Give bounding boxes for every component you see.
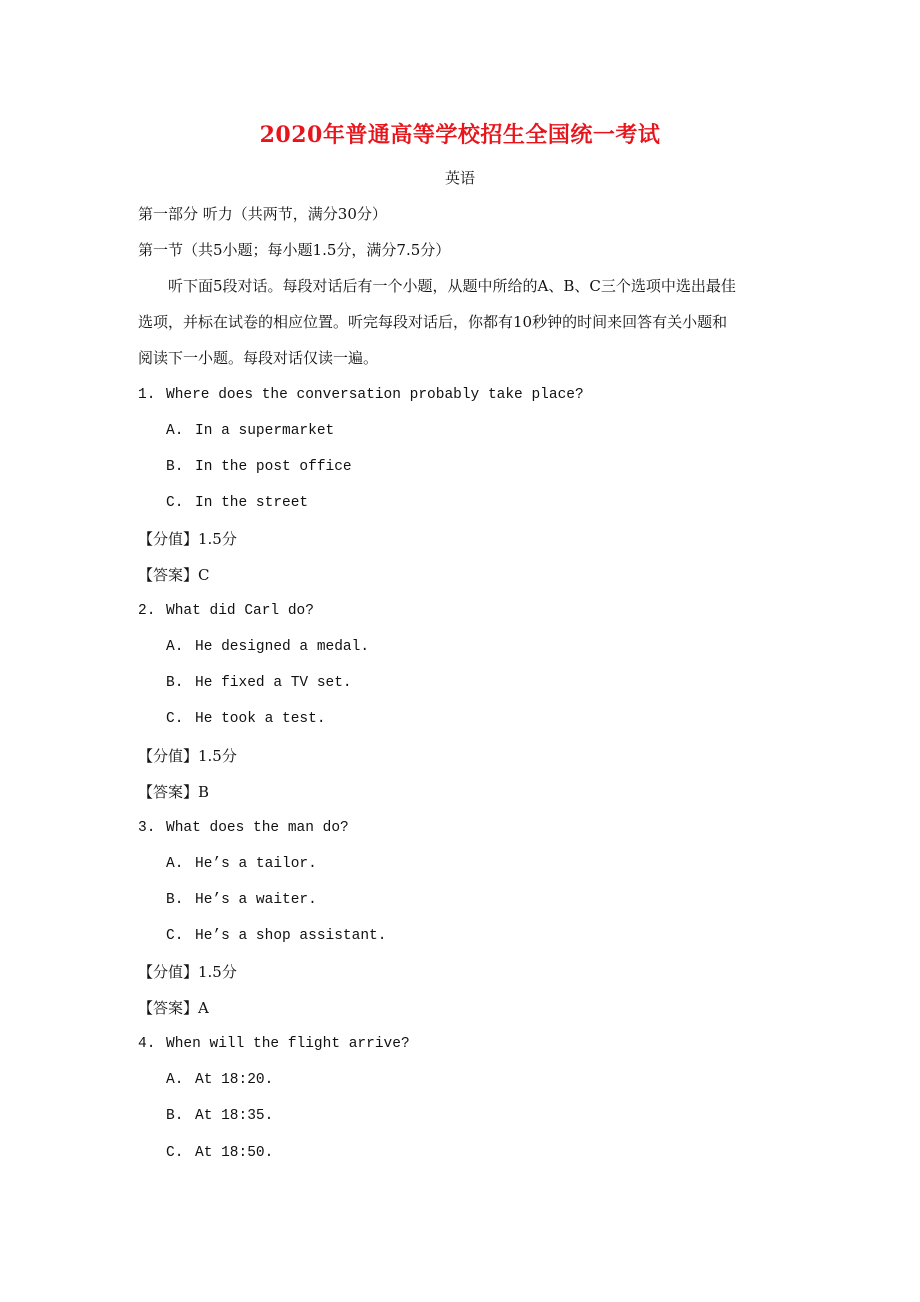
option — [138, 629, 788, 665]
score-line: 【分值】1.5分 — [138, 529, 237, 548]
question-text: Where does the conversation probably take place? — [166, 386, 584, 403]
subject-heading: 英语 — [444, 169, 475, 187]
option-text: In the post office — [195, 458, 352, 475]
question-text: What did Carl do? — [166, 603, 314, 620]
exam-title: 2020年普通高等学校招生全国统一考试 — [259, 122, 661, 148]
answer-line: 【答案】C — [138, 566, 210, 585]
option-letter: A. — [166, 639, 184, 656]
option-text: At 18:35. — [195, 1108, 274, 1125]
section-heading: 第一节（共5小题；每小题1.5分，满分7.5分） — [138, 241, 451, 260]
option — [138, 665, 788, 701]
option-letter: A. — [166, 1072, 184, 1089]
instructions-line: 选项，并标在试卷的相应位置。听完每段对话后，你都有10秒钟的时间来回答有关小题和 — [138, 313, 728, 332]
option — [138, 1062, 788, 1098]
question-number: 2. — [138, 603, 156, 620]
option-text: He’s a tailor. — [195, 855, 317, 872]
option — [138, 413, 788, 449]
part-heading: 第一部分 听力（共两节，满分30分） — [138, 205, 387, 224]
option-text: In the street — [195, 494, 309, 511]
option-letter: B. — [166, 1108, 184, 1125]
answer-line: 【答案】B — [138, 782, 210, 801]
option-letter: A. — [166, 422, 184, 439]
option — [138, 1135, 788, 1171]
question-list — [138, 377, 788, 1171]
question — [138, 810, 788, 1027]
instructions-line: 听下面5段对话。每段对话后有一个小题，从题中所给的A、B、C三个选项中选出最佳 — [168, 277, 736, 296]
option-letter: B. — [166, 891, 184, 908]
option — [138, 449, 788, 485]
document-body — [138, 160, 788, 1171]
option — [138, 846, 788, 882]
option-letter: B. — [166, 458, 184, 475]
option-letter: A. — [166, 855, 184, 872]
option — [138, 882, 788, 918]
question — [138, 593, 788, 810]
answer-line: 【答案】A — [138, 999, 209, 1018]
option — [138, 1098, 788, 1134]
option-letter: C. — [166, 711, 184, 728]
instructions-line: 阅读下一小题。每段对话仅读一遍。 — [138, 349, 379, 368]
score-line: 【分值】1.5分 — [138, 746, 237, 765]
option-letter: C. — [166, 927, 184, 944]
option-text: At 18:50. — [195, 1144, 274, 1161]
question — [138, 377, 788, 594]
question-stem — [138, 1026, 788, 1062]
option-letter: C. — [166, 1144, 184, 1161]
question-text: What does the man do? — [166, 819, 349, 836]
question-stem — [138, 593, 788, 629]
score-line: 【分值】1.5分 — [138, 963, 237, 982]
question-number: 3. — [138, 819, 156, 836]
option-text: At 18:20. — [195, 1072, 274, 1089]
option-letter: C. — [166, 494, 184, 511]
question-text: When will the flight arrive? — [166, 1036, 410, 1053]
question-stem — [138, 810, 788, 846]
option-letter: B. — [166, 675, 184, 692]
option-text: In a supermarket — [195, 422, 335, 439]
question-stem — [138, 377, 788, 413]
question-number: 1. — [138, 386, 156, 403]
question — [138, 1026, 788, 1170]
option-text: He fixed a TV set. — [195, 675, 352, 692]
option-text: He’s a shop assistant. — [195, 927, 387, 944]
option-text: He’s a waiter. — [195, 891, 317, 908]
option-text: He designed a medal. — [195, 639, 370, 656]
option-text: He took a test. — [195, 711, 326, 728]
option — [138, 485, 788, 521]
question-number: 4. — [138, 1036, 156, 1053]
option — [138, 918, 788, 954]
option — [138, 701, 788, 737]
